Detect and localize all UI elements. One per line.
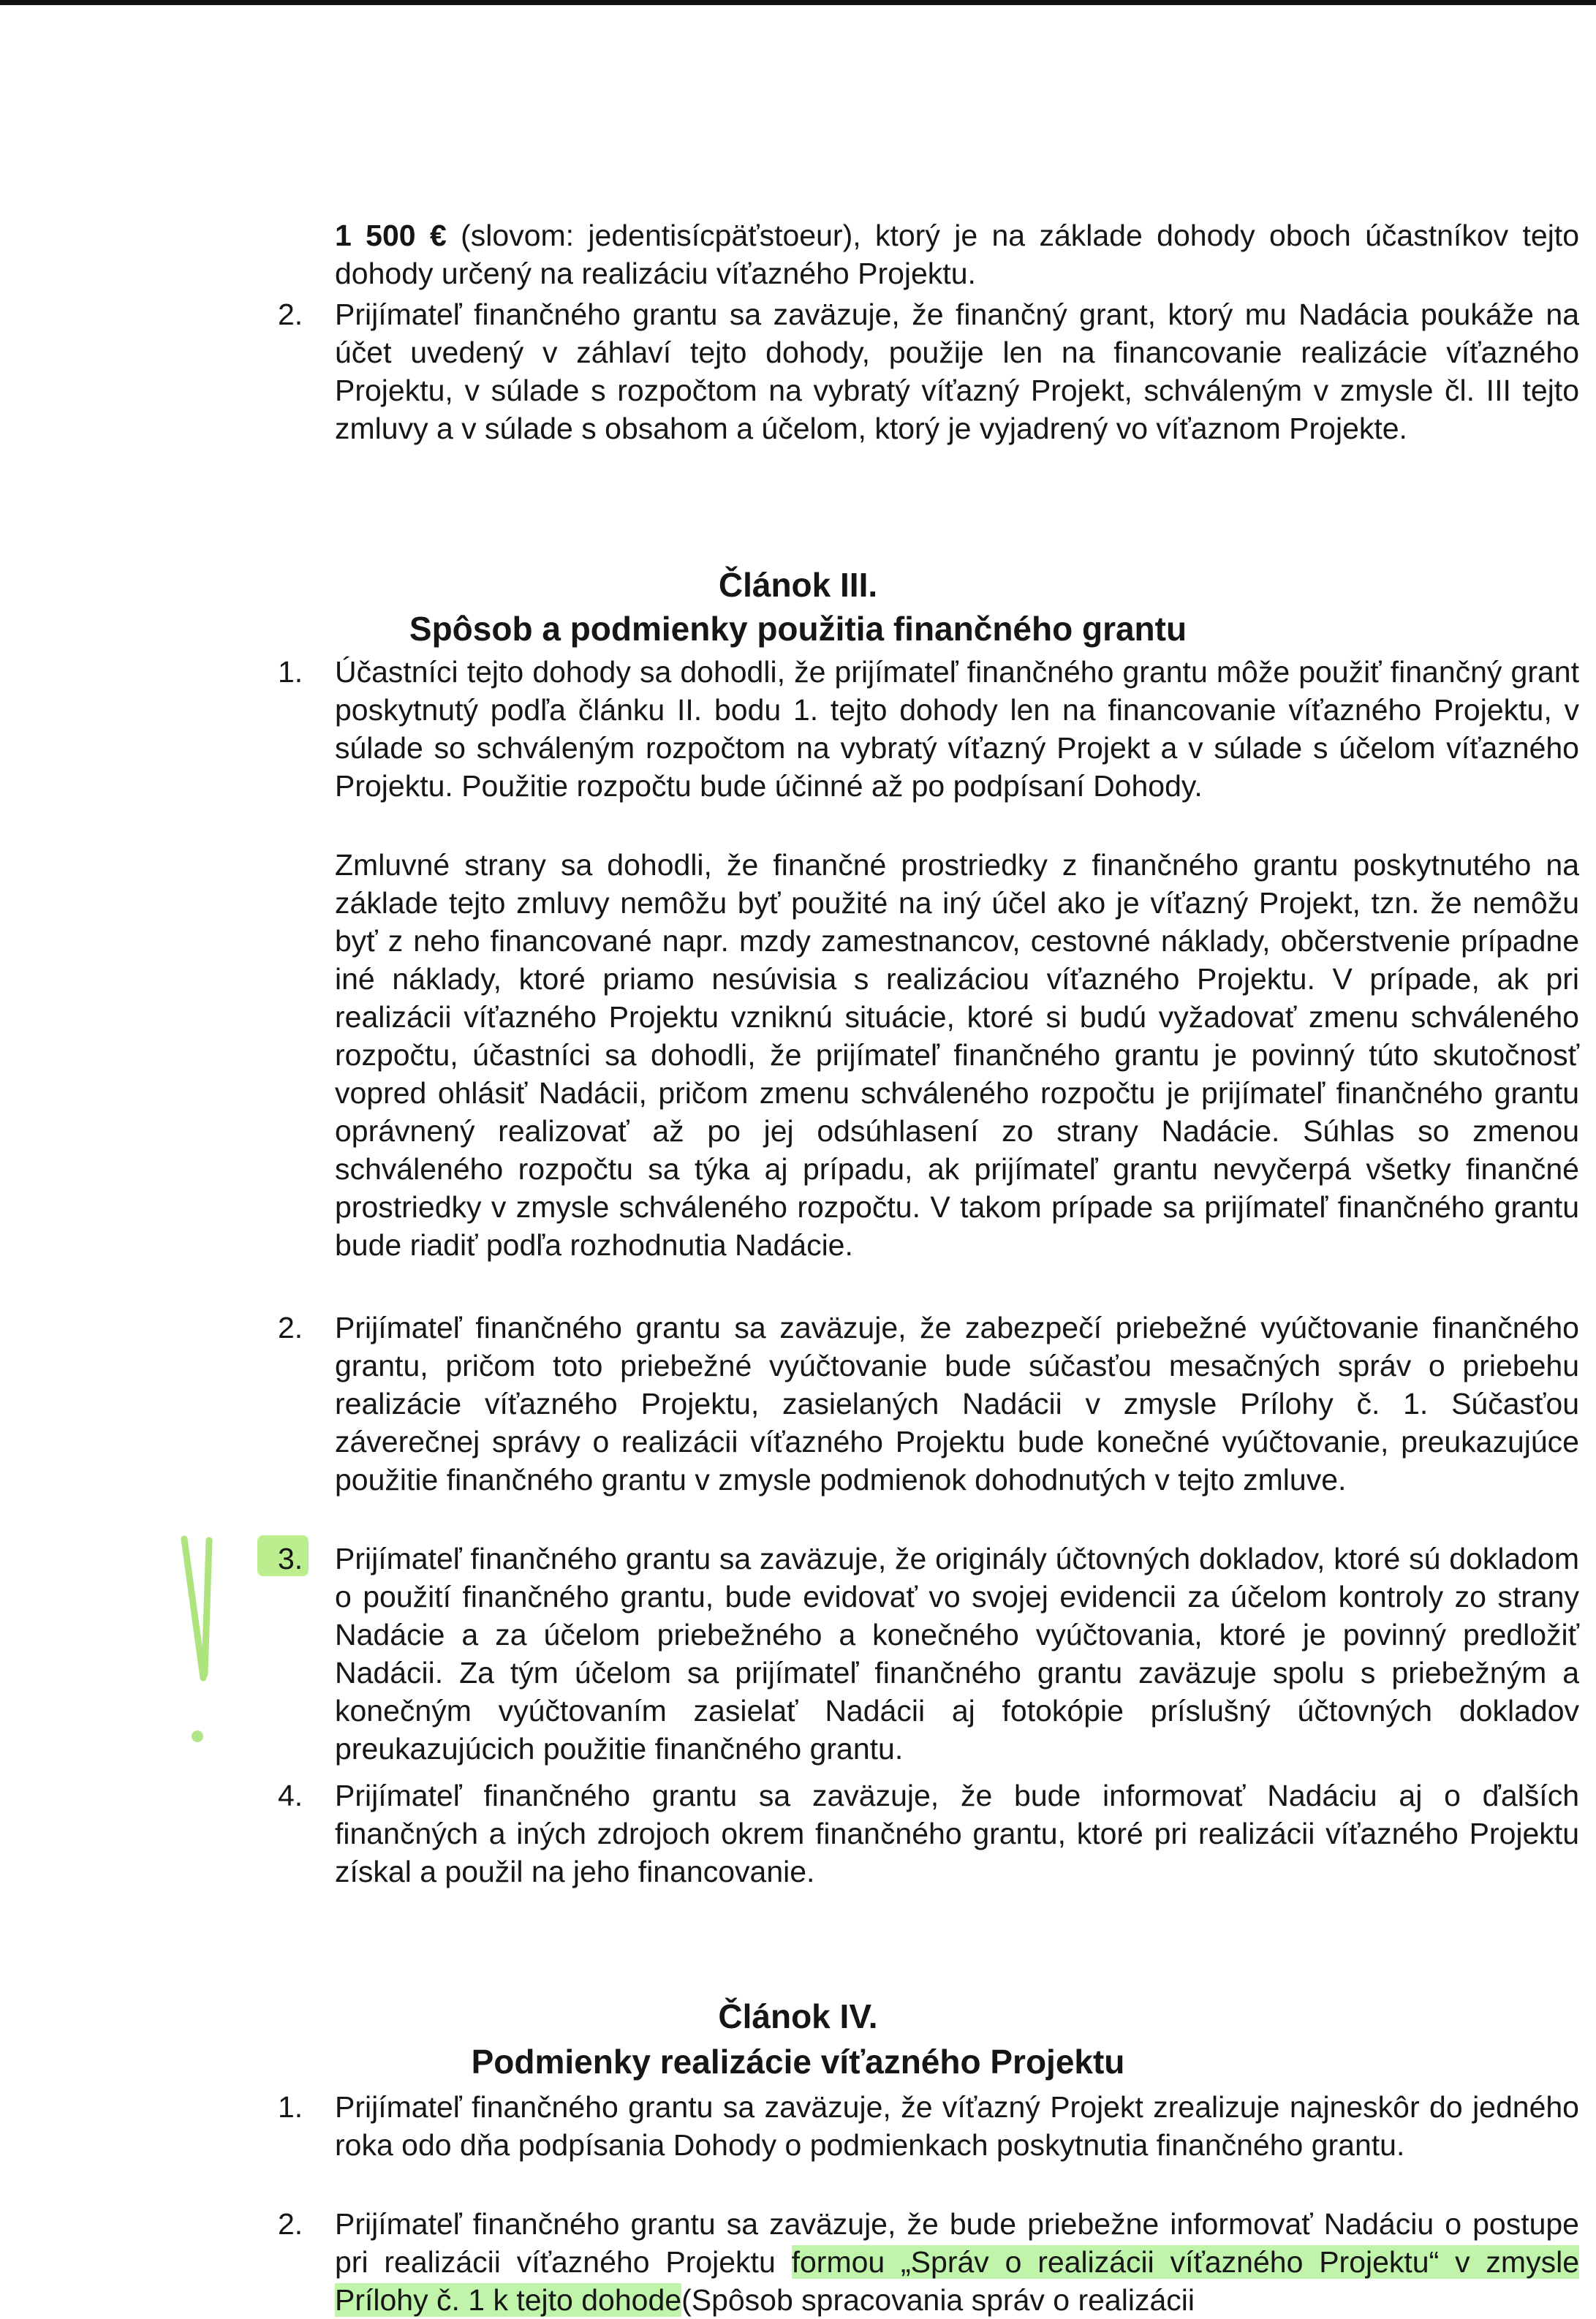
grant-amount: 1 500 €	[335, 219, 447, 252]
article-iii-item-2-text: Prijímateľ finančného grantu sa zaväzuje, že zabezpečí priebežné vyúčtovanie finančného grantu, pričom toto priebežné vyúčtovanie bude súčasťou mesačných správ o priebehu realizácie víťazného Projektu, zasielaných Nadácii v zmysle Prílohy č. 1. Súčasťou záverečnej správy o realizácii víťazného Projektu bude konečné vyúčtovanie, preukazujúce použitie finančného grantu v zmysle podmienok dohodnutých v tejto zmluve.	[335, 1311, 1579, 1497]
article-iii-item-1-text: Účastníci tejto dohody sa dohodli, že prijímateľ finančného grantu môže použiť finančný grant poskytnutý podľa článku II. bodu 1. tejto dohody len na financovanie víťazného Projektu, v súlade so schváleným rozpočtom na vybratý víťazný Projekt a v súlade s účelom víťazného Projektu. Použitie rozpočtu bude účinné až po podpísaní Dohody.	[335, 655, 1579, 803]
article-iii-item-4-text: Prijímateľ finančného grantu sa zaväzuje, že bude informovať Nadáciu aj o ďalších finančných a iných zdrojoch okrem finančného grantu, ktoré pri realizácii víťazného Projektu získal a použil na jeho financovanie.	[335, 1779, 1579, 1888]
article-ii-item-2-number: 2.	[278, 298, 303, 331]
highlighted-reference: formou „Správ o realizácii víťazného Projektu“ v zmysle Prílohy č. 1 k tejto dohode	[335, 2245, 1579, 2317]
article-iii-item-4-number: 4.	[278, 1779, 303, 1812]
article-iii-title: Článok III.	[718, 566, 878, 604]
article-iv-title: Článok IV.	[718, 1997, 878, 2035]
article-iv-item-2-number: 2.	[278, 2207, 303, 2241]
article-ii-item-2-text: Prijímateľ finančného grantu sa zaväzuje, že finančný grant, ktorý mu Nadácia poukáže na účet uvedený v záhlaví tejto dohody, použije len na financovanie realizácie víťazného Projektu, v súlade s rozpočtom na vybratý víťazný Projekt, schváleným v zmysle čl. III tejto zmluvy a v súlade s obsahom a účelom, ktorý je vyjadrený vo víťaznom Projekte.	[335, 298, 1579, 445]
article-iii-item-2-number: 2.	[278, 1311, 303, 1344]
article-iii-item-3-text: Prijímateľ finančného grantu sa zaväzuje, že originály účtovných dokladov, ktoré sú dokladom o použití finančného grantu, bude evidovať vo svojej evidencii za účelom kontroly zo strany Nadácie a za účelom priebežného a konečného vyúčtovania, ktoré je povinný predložiť Nadácii. Za tým účelom sa prijímateľ finančného grantu zaväzuje spolu s priebežným a konečným vyúčtovaním zasielať Nadácii aj fotokópie príslušný účtovných dokladov preukazujúcich použitie finančného grantu.	[335, 1542, 1579, 1766]
article-iv-subtitle: Podmienky realizácie víťazného Projektu	[471, 2043, 1125, 2081]
article-iv-item-2-text-before: Prijímateľ finančného grantu sa zaväzuje, že bude priebežne informovať Nadáciu o postupe pri realizácii víťazného Projektu	[335, 2207, 1579, 2279]
article-iii-subtitle: Spôsob a podmienky použitia finančného grantu	[409, 610, 1187, 648]
exclamation-mark-icon	[168, 1524, 249, 1758]
article-iv-item-2-text-after: (Spôsob spracovania správ o realizácii	[681, 2283, 1195, 2317]
grant-amount-paragraph	[335, 216, 1579, 292]
article-iii-item-1-continuation: Zmluvné strany sa dohodli, že finančné prostriedky z finančného grantu poskytnutého na základe tejto zmluvy nemôžu byť použité na iný účel ako je víťazný Projekt, tzn. že nemôžu byť z neho financované napr. mzdy zamestnancov, cestovné náklady, občerstvenie prípadne iné náklady, ktoré priamo nesúvisia s realizáciou víťazného Projektu. V prípade, ak pri realizácii víťazného Projektu vzniknú situácie, ktoré si budú vyžadovať zmenu schváleného rozpočtu, účastníci sa dohodli, že prijímateľ finančného grantu je povinný túto skutočnosť vopred ohlásiť Nadácii, pričom zmenu schváleného rozpočtu je prijímateľ finančného grantu oprávnený realizovať až po jej odsúhlasení zo strany Nadácie. Súhlas so zmenou schváleného rozpočtu sa týka aj prípadu, ak prijímateľ grantu nevyčerpá všetky finančné prostriedky v zmysle schváleného rozpočtu. V takom prípade sa prijímateľ finančného grantu bude riadiť podľa rozhodnutia Nadácie.	[335, 848, 1579, 1262]
article-iii-item-1-number: 1.	[278, 655, 303, 689]
grant-amount-continuation: (slovom: jedentisícpäťstoeur), ktorý je na základe dohody oboch účastníkov tejto dohody určený na realizáciu víťazného Projektu.	[335, 219, 1579, 290]
article-iv-item-1-text: Prijímateľ finančného grantu sa zaväzuje, že víťazný Projekt zrealizuje najneskôr do jedného roka odo dňa podpísania Dohody o podmienkach poskytnutia finančného grantu.	[335, 2090, 1579, 2162]
article-iv-item-1-number: 1.	[278, 2090, 303, 2124]
article-iii-item-3-number: 3.	[278, 1542, 303, 1575]
article-iv-item-2-text	[335, 2205, 1579, 2319]
